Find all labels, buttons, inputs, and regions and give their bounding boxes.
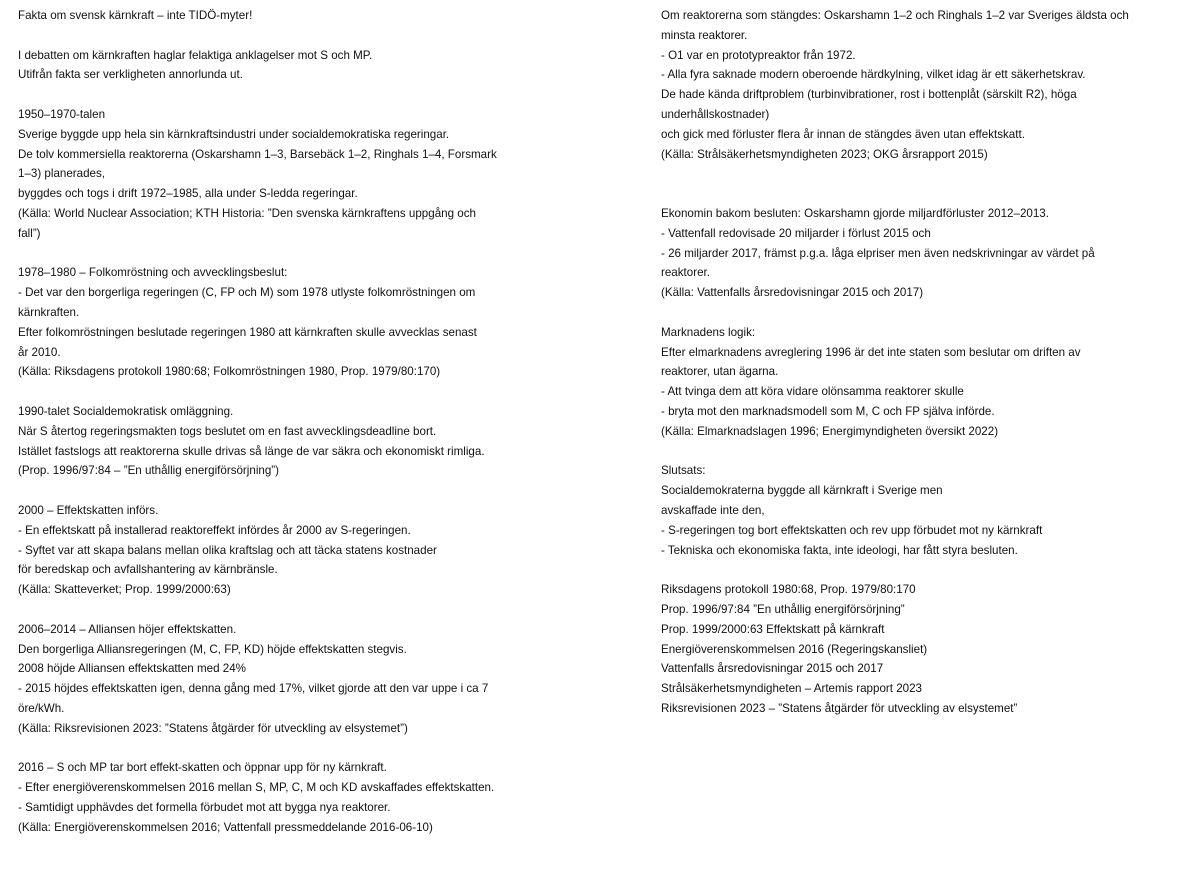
text-line: De hade kända driftproblem (turbinvibrationer, rost i bottenplåt (särskilt R2), höga [661, 88, 1077, 102]
text-line: öre/kWh. [18, 701, 65, 715]
text-line: Strålsäkerhetsmyndigheten – Artemis rapport 2023 [661, 682, 923, 696]
text-line: Prop. 1996/97:84 ”En uthållig energiförsörjning” [661, 602, 905, 616]
text-line: - 2015 höjdes effektskatten igen, denna gång med 17%, vilket gjorde att den var uppe i ca 7 [18, 682, 489, 696]
blank-line [661, 164, 1191, 184]
text-line: reaktorer, utan ägarna. [661, 365, 779, 379]
blank-line [18, 738, 598, 758]
blank-line [18, 85, 598, 105]
text-line: 1–3) planerades, [18, 167, 106, 181]
blank-line [18, 382, 598, 402]
text-line: och gick med förluster flera år innan de stängdes även utan effektskatt. [661, 127, 1025, 141]
text-line: - Det var den borgerliga regeringen (C, FP och M) som 1978 utlyste folkomröstningen om [18, 286, 476, 300]
text-line: minsta reaktorer. [661, 28, 748, 42]
text-line: - bryta mot den marknadsmodell som M, C och FP själva införde. [661, 404, 995, 418]
text-line: - Att tvinga dem att köra vidare olönsamma reaktorer skulle [661, 385, 964, 399]
text-line: reaktorer. [661, 266, 710, 280]
text-line: Riksdagens protokoll 1980:68, Prop. 1979/80:170 [661, 583, 916, 597]
text-line: Energiöverenskommelsen 2016 (Regeringskansliet) [661, 642, 928, 656]
text-line: 2000 – Effektskatten införs. [18, 503, 159, 517]
blank-line [661, 442, 1191, 462]
text-line: Slutsats: [661, 464, 706, 478]
text-line: underhållskostnader) [661, 107, 770, 121]
text-line: Prop. 1999/2000:63 Effektskatt på kärnkraft [661, 622, 885, 636]
text-line: 1990-talet Socialdemokratisk omläggning. [18, 404, 234, 418]
text-line: Vattenfalls årsredovisningar 2015 och 2017 [661, 662, 884, 676]
text-line: år 2010. [18, 345, 61, 359]
text-line: (Källa: Riksdagens protokoll 1980:68; Folkomröstningen 1980, Prop. 1979/80:170) [18, 365, 441, 379]
text-line: kärnkraften. [18, 305, 80, 319]
text-line: 1950–1970-talen [18, 107, 106, 121]
blank-line [18, 26, 598, 46]
blank-line [18, 481, 598, 501]
text-line: Om reaktorerna som stängdes: Oskarshamn 1–2 och Ringhals 1–2 var Sveriges äldsta och [661, 9, 1129, 22]
text-line: (Källa: Elmarknadslagen 1996; Energimyndigheten översikt 2022) [661, 424, 999, 438]
text-line: (Källa: World Nuclear Association; KTH Historia: ”Den svenska kärnkraftens uppgång och [18, 206, 476, 220]
text-line: - Alla fyra saknade modern oberoende härdkylning, vilket idag är ett säkerhetskrav. [661, 68, 1086, 82]
blank-line [661, 303, 1191, 323]
text-line: byggdes och togs i drift 1972–1985, alla under S-ledda regeringar. [18, 187, 358, 201]
text-line: - Vattenfall redovisade 20 miljarder i förlust 2015 och [661, 226, 931, 240]
blank-line [18, 244, 598, 264]
text-line: Den borgerliga Alliansregeringen (M, C, FP, KD) höjde effektskatten stegvis. [18, 642, 407, 656]
text-line: 2008 höjde Alliansen effektskatten med 24% [18, 662, 246, 676]
text-line: 1978–1980 – Folkomröstning och avvecklingsbeslut: [18, 266, 288, 280]
text-line: (Källa: Vattenfalls årsredovisningar 2015 och 2017) [661, 286, 924, 300]
text-line: 2016 – S och MP tar bort effekt-skatten och öppnar upp för ny kärnkraft. [18, 761, 387, 775]
text-line: - S-regeringen tog bort effektskatten och rev upp förbudet mot ny kärnkraft [661, 523, 1043, 537]
text-line: Riksrevisionen 2023 – ”Statens åtgärder för utveckling av elsystemet” [661, 701, 1018, 715]
text-line: (Källa: Strålsäkerhetsmyndigheten 2023; OKG årsrapport 2015) [661, 147, 988, 161]
text-line: avskaffade inte den, [661, 503, 765, 517]
text-line: Efter elmarknadens avreglering 1996 är det inte staten som beslutar om driften av [661, 345, 1081, 359]
text-line: 2006–2014 – Alliansen höjer effektskatten. [18, 622, 237, 636]
text-line: (Prop. 1996/97:84 – ”En uthållig energiförsörjning”) [18, 464, 280, 478]
text-line: Marknadens logik: [661, 325, 756, 339]
left-column [18, 6, 598, 837]
blank-line [661, 184, 1191, 204]
text-line: (Källa: Riksrevisionen 2023: ”Statens åtgärder för utveckling av elsystemet”) [18, 721, 408, 735]
text-line: Utifrån fakta ser verkligheten annorlunda ut. [18, 68, 243, 82]
text-line: för beredskap och avfallshantering av kärnbränsle. [18, 563, 278, 577]
text-line: fall”) [18, 226, 41, 240]
text-line: - Efter energiöverenskommelsen 2016 mellan S, MP, C, M och KD avskaffades effektskatten. [18, 781, 495, 795]
text-line: I debatten om kärnkraften haglar felaktiga anklagelser mot S och MP. [18, 48, 373, 62]
text-line: När S återtog regeringsmakten togs beslutet om en fast avvecklingsdeadline bort. [18, 424, 437, 438]
text-line: - Tekniska och ekonomiska fakta, inte ideologi, har fått styra besluten. [661, 543, 1018, 557]
text-line: Sverige byggde upp hela sin kärnkraftsindustri under socialdemokratiska regeringar. [18, 127, 450, 141]
text-line: - O1 var en prototypreaktor från 1972. [661, 48, 856, 62]
text-line: Ekonomin bakom besluten: Oskarshamn gjorde miljardförluster 2012–2013. [661, 206, 1049, 220]
blank-line [661, 560, 1191, 580]
text-line: Socialdemokraterna byggde all kärnkraft i Sverige men [661, 484, 943, 498]
text-line: Efter folkomröstningen beslutade regeringen 1980 att kärnkraften skulle avvecklas senast [18, 325, 477, 339]
text-line: De tolv kommersiella reaktorerna (Oskarshamn 1–3, Barsebäck 1–2, Ringhals 1–4, Forsmark [18, 147, 497, 161]
right-column [661, 6, 1191, 719]
text-line: - Syftet var att skapa balans mellan olika kraftslag och att täcka statens kostnader [18, 543, 437, 557]
text-line: Istället fastslogs att reaktorerna skulle drivas så länge de var säkra och ekonomiskt rimliga. [18, 444, 485, 458]
text-line: - 26 miljarder 2017, främst p.g.a. låga elpriser men även nedskrivningar av värdet på [661, 246, 1095, 260]
text-line: (Källa: Energiöverenskommelsen 2016; Vattenfall pressmeddelande 2016-06-10) [18, 820, 433, 834]
blank-line [18, 600, 598, 620]
text-line: - Samtidigt upphävdes det formella förbudet mot att bygga nya reaktorer. [18, 800, 391, 814]
text-line: - En effektskatt på installerad reaktoreffekt infördes år 2000 av S-regeringen. [18, 523, 411, 537]
text-line: Fakta om svensk kärnkraft – inte TIDÖ-myter! [18, 9, 253, 22]
text-line: (Källa: Skatteverket; Prop. 1999/2000:63) [18, 583, 231, 597]
